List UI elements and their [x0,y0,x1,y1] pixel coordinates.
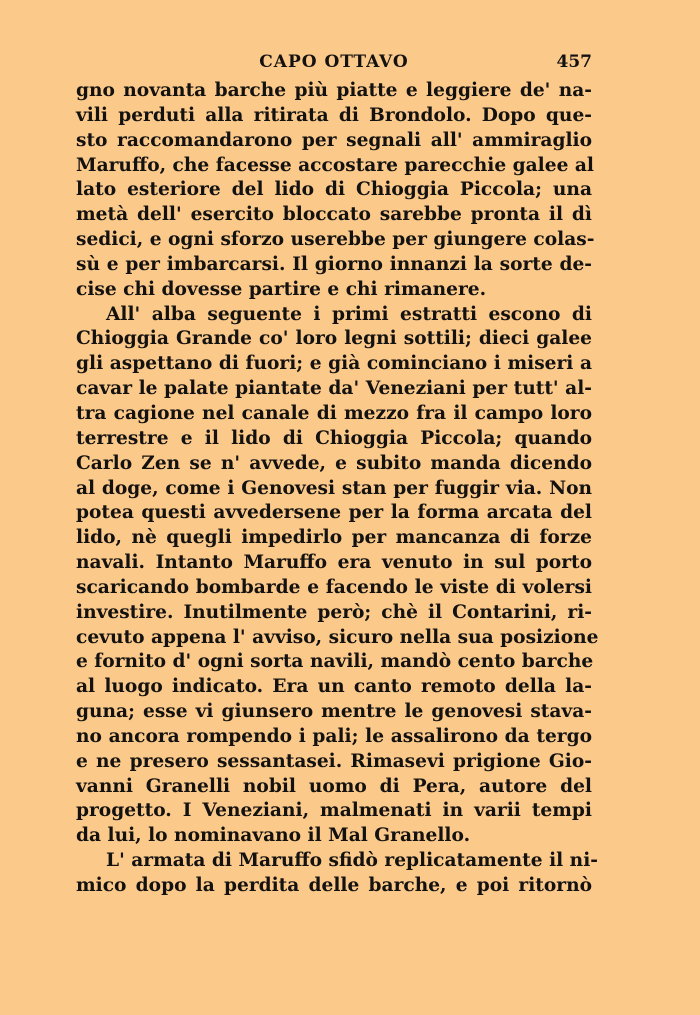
text-line: lato esteriore del lido di Chioggia Piccola; una [76,179,592,201]
text-line: al luogo indicato. Era un canto remoto della la- [76,676,592,698]
text-line: cavar le palate piantate da' Veneziani per tutt' al- [76,378,592,400]
text-line: navali. Intanto Maruffo era venuto in sul porto [76,552,592,574]
text-line: guna; esse vi giunsero mentre le genovesi stava- [76,701,592,723]
chapter-title: CAPO OTTAVO [259,52,409,72]
text-line: Maruffo, che facesse accostare parecchie galee al [76,154,594,176]
text-line: vili perduti alla ritirata di Brondolo. Dopo que- [76,104,592,126]
text-line: sù e per imbarcarsi. Il giorno innanzi la sorte de- [76,253,592,275]
text-line: All' alba seguente i primi estratti escono di [106,303,592,325]
body-text [76,79,599,899]
text-line: da lui, lo nominavano il Mal Granello. [76,825,471,847]
text-line: cise chi dovesse partire e chi rimanere. [76,278,487,300]
text-line: mico dopo la perdita delle barche, e poi ritornò [76,875,592,896]
text-line: tra cagione nel canale di mezzo fra il campo loro [76,402,592,424]
text-line: vanni Granelli nobil uomo di Pera, autore del [76,775,592,797]
text-line: lido, nè quegli impedirlo per mancanza di forze [76,527,592,549]
text-line: no ancora rompendo i pali; le assalirono da tergo [76,725,592,747]
text-line: L' armata di Maruffo sfidò replicatamente il ni- [106,850,598,872]
page-number: 457 [556,52,592,72]
text-line: investire. Inutilmente però; chè il Contarini, ri- [76,601,592,623]
text-line: sto raccomandarono per segnali all' ammiraglio [76,129,592,151]
text-line: e ne presero sessantasei. Rimasevi prigione Gio- [76,750,592,772]
text-line: gli aspettano di fuori; e già cominciano i miseri a [76,353,592,375]
text-line: terrestre e il lido di Chioggia Piccola; quando [76,427,592,449]
text-line: e fornito d' ogni sorta navili, mandò cento barche [76,651,594,673]
text-line: scaricando bombarde e facendo le viste di volersi [76,576,592,598]
running-head [76,52,592,76]
text-line: potea questi avvedersene per la forma arcata del [76,502,592,524]
text-line: al doge, come i Genovesi stan per fuggir via. Non [76,477,592,499]
text-line: cevuto appena l' avviso, sicuro nella sua posizione [76,626,599,648]
text-line: progetto. I Veneziani, malmenati in varii tempi [76,800,592,822]
text-line: Carlo Zen se n' avvede, e subito manda dicendo [76,452,592,474]
text-line: Chioggia Grande co' loro legni sottili; dieci galee [76,328,592,350]
text-line: metà dell' esercito bloccato sarebbe pronta il dì [76,204,592,226]
text-line: gno novanta barche più piatte e leggiere de' na- [76,80,592,101]
text-line: sedici, e ogni sforzo userebbe per giungere colas- [76,229,595,251]
